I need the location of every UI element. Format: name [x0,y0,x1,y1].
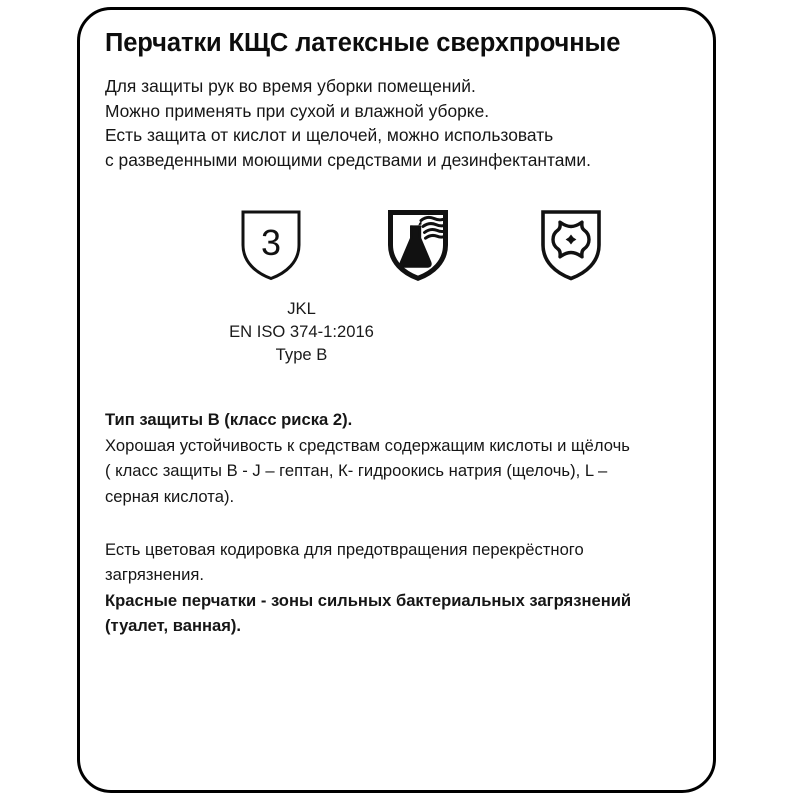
intro-line: Есть защита от кислот и щелочей, можно использовать [105,125,554,146]
color-coding-block [105,537,693,639]
coding-line: Есть цветовая кодировка для предотвращения перекрёстного [105,539,584,559]
intro-line: с разведенными моющими средствами и дезинфектантами. [105,149,591,170]
intro-line: Для защиты рук во время уборки помещений. [105,76,476,97]
protection-line: серная кислота). [105,487,235,507]
coding-line: загрязнения. [105,565,204,585]
coding-highlight-line: (туалет, ванная). [105,616,242,636]
info-card [77,7,716,793]
card-content [105,28,693,639]
standard-line-code: JKL [287,299,316,319]
page-title: Перчатки КЩС латексные сверхпрочные [105,29,621,57]
standard-line-norm: EN ISO 374-1:2016 [229,322,374,342]
shield-chemical-flask-icon [387,209,449,281]
standard-line-type: Type B [275,344,328,364]
shield-micro-organism-icon [540,209,602,281]
pictogram-row [105,209,693,287]
shield-abrasion-level-3-icon [240,209,302,281]
intro-paragraph [105,74,693,172]
standard-reference [105,298,693,366]
protection-line: ( класс защиты В - J – гептан, К- гидроокись натрия (щелочь), L – [105,461,608,481]
protection-line: Хорошая устойчивость к средствам содержащим кислоты и щёлочь [105,435,630,455]
shield-digit-label: 3 [260,222,282,264]
coding-highlight-line: Красные перчатки - зоны сильных бактериальных загрязнений [105,590,632,610]
protection-heading: Тип защиты В (класс риска 2). [105,410,353,430]
protection-type-block [105,407,693,509]
intro-line: Можно применять при сухой и влажной уборке. [105,100,490,121]
